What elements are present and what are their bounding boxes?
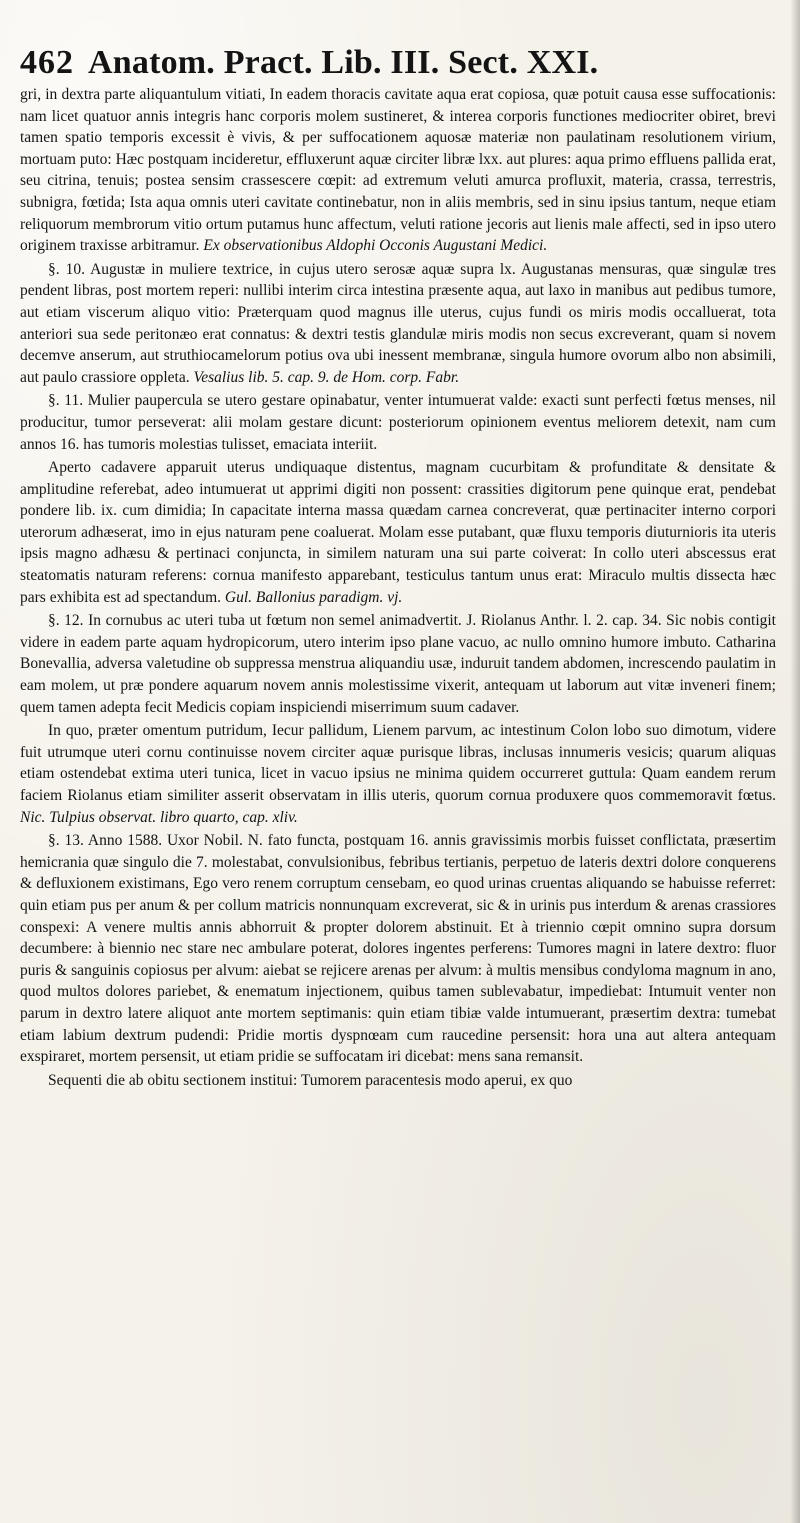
paragraph-4-text: Aperto cadavere apparuit uterus undiquaque distentus, magnam cucurbitam & profunditate & densitate & amplitudine referebat, adeo intumuerat ut apprimi digiti non possent: crassities digitorum pene quinque erat, pendebat pondere lib. ix. cum dimidia; In capacitate interna massa quædam carnea concreverat, quæ pertinaciter interno corpori uterorum adhæserat, imo in ejus naturam pene coaluerat. Molam esse putabant, quæ fluxu temporis diuturnioris ita uteris ipsis magno adhæsu & pertinaci conjuncta, in similem naturam una sui parte coiverat: In collo uteri abscessus erat steatomatis naturam referens: cornua manifesto apparebant, testiculus tantum unus erat: Miraculo multis dissecta hæc pars exhibita est ad spectandum. [20,459,776,606]
paragraph-7 [20,830,776,1068]
page-edge-shadow [790,0,800,1523]
body-text [20,84,776,1091]
citation-6: Nic. Tulpius observat. libro quarto, cap. xliv. [20,808,298,826]
paragraph-2-text: §. 10. Augustæ in muliere textrice, in cujus utero serosæ aquæ supra lx. Augustanas mensuras, quæ singulæ tres pendent libras, post mortem reperi: nullibi interim circa intestina præsente aqua, aut laxo in manibus aut pedibus tumore, aut etiam viscerum aliquo vitio: Præterquam quod magnus ille uterus, cujus fundi os miris modis occalluerat, tota anteriori sua sede peritonæo erat connatus: & dextri testis glandulæ miris modis non secus excreverant, quam si novem decemve anserum, aut struthiocamelorum potius ova ubi inessent membranæ, singula humore ovorum albo non absimili, aut paulo crassiore oppleta. [20,260,776,386]
citation-1: Ex observationibus Aldophi Occonis Augustani Medici. [203,237,548,255]
paragraph-5-text: §. 12. In cornubus ac uteri tuba ut fœtum non semel animadvertit. J. Riolanus Anthr. l. 2. cap. 34. Sic nobis contigit videre in eadem parte aquam hydropicorum, utero interim ipso plane vacuo, ac nullo omnino humore imbuto. Catharina Bonevallia, adversa valetudine ob suppressa menstrua aliquandiu usæ, induruit tandem abdomen, increscendo paulatim in eam molem, ut præ pondere aquarum novem annis molestissime vixerit, antequam ut laborum aut vitæ inveneri finem; quem tamen adepta fecit Medicis copiam inspiciendi miserrimum suum cadaver. [20,612,776,716]
paragraph-1-text: gri, in dextra parte aliquantulum vitiati, In eadem thoracis cavitate aqua erat copiosa, quæ potuit causa esse suffocationis: nam licet quatuor annis integris hanc corporis molem sustineret, & interea corporis functiones mediocriter obiret, brevi tamen spatio temporis excessit è vivis, & per suffocationem aquosæ materiæ non paulatinam resolutionem virium, mortuam puto: Hæc postquam incideretur, effluxerunt aquæ circiter libræ lxx. aut plures: aqua primo effluens pallida erat, seu citrina, tenuis; postea sensim crassescere cœpit: ad extremum veluti amurca profluxit, materia, crassa, terrestris, subnigra, fœtida; Ista aqua omnis uteri cavitate continebatur, non in aliis membris, sed in sinu ipsius tantum, neque etiam reliquorum membrorum vitio ortum putamus hunc affectum, veluti ratione jecoris aut lienis male affecti, sed in ipso utero originem traxisse arbitramur. [20,86,776,255]
citation-4: Gul. Ballonius paradigm. vj. [224,588,403,606]
paragraph-5 [20,610,776,718]
paragraph-6-text: In quo, præter omentum putridum, Iecur pallidum, Lienem parvum, ac intestinum Colon lobo suo dimotum, videre fuit utrumque uteri cornu continuisse novem circiter aquæ purisque libras, inclusas innumeris vesicis; quarum aliquas etiam ostendebat extima uteri tunica, licet in vacuo ipsius ne minima quidem occurreret guttula: Quam eandem rerum faciem Riolanus etiam similiter asserit observatam in illis uteris, quorum cornua produxere quos commemoravit fœtus. [20,722,776,804]
paragraph-7-text: §. 13. Anno 1588. Uxor Nobil. N. fato functa, postquam 16. annis gravissimis morbis fuisset conflictata, præsertim hemicrania quæ singulo die 7. molestabat, convulsionibus, febribus tertianis, perpetuo de lateris dextri dolore conquerens & defluxionem existimans, Ego vero renem corruptum censebam, eo quod urinas cruentas aliquando se habuisse referret: quin etiam pus per anum & per collum matricis nonnunquam excreverat, sic & in urinis pus interdum & arenas crassiores conspexi: A venere multis annis abhorruit & propter dolorem abstinuit. Et à triennio cœpit omnino supra dorsum decumbere: à biennio nec stare nec ambulare poterat, dolores ingentes perferens: Tumores magni in latere dextro: fluor puris & sanguinis copiosus per alvum: aiebat se rejicere arenas per alvum: à multis mensibus condyloma magnum in ano, quod multos dolores pariebet, & enematum injectionem, quibus tamen sublevabatur, impediebat: Intumuit venter non parum in dextro latere aliquot ante mortem septimanis: quin etiam tibiæ valde intumuerant, præsertim dextra: tumebat etiam labium dextrum pudendi: Pridie mortis dyspnœam cum raucedine persensit: hora una aut altera antequam exspiraret, mortem persensit, ut etiam pridie se suffocatam iri dicebat: mens sana remansit. [20,832,776,1066]
paragraph-8 [20,1070,776,1092]
page-header [20,46,776,80]
paragraph-1 [20,84,776,257]
paragraph-8-text: Sequenti die ab obitu sectionem institui: Tumorem paracentesis modo aperui, ex quo [48,1071,573,1089]
citation-2: Vesalius lib. 5. cap. 9. de Hom. corp. Fabr. [193,368,460,386]
page-number: 462 [20,44,74,81]
paragraph-3-text: §. 11. Mulier paupercula se utero gestare opinabatur, venter intumuerat valde: exacti sunt perfecti fœtus menses, nil producitur, tumor perseverat: alii molam gestare dicunt: posteriorum opinionem eventus meliorem detexit, nam cum annos 16. has tumoris molestias tulisset, emaciata interiit. [20,392,776,453]
paragraph-4 [20,457,776,608]
running-head: Anatom. Pract. Lib. III. Sect. XXI. [88,44,599,81]
paragraph-2 [20,259,776,389]
paragraph-3 [20,390,776,455]
paragraph-6 [20,720,776,828]
